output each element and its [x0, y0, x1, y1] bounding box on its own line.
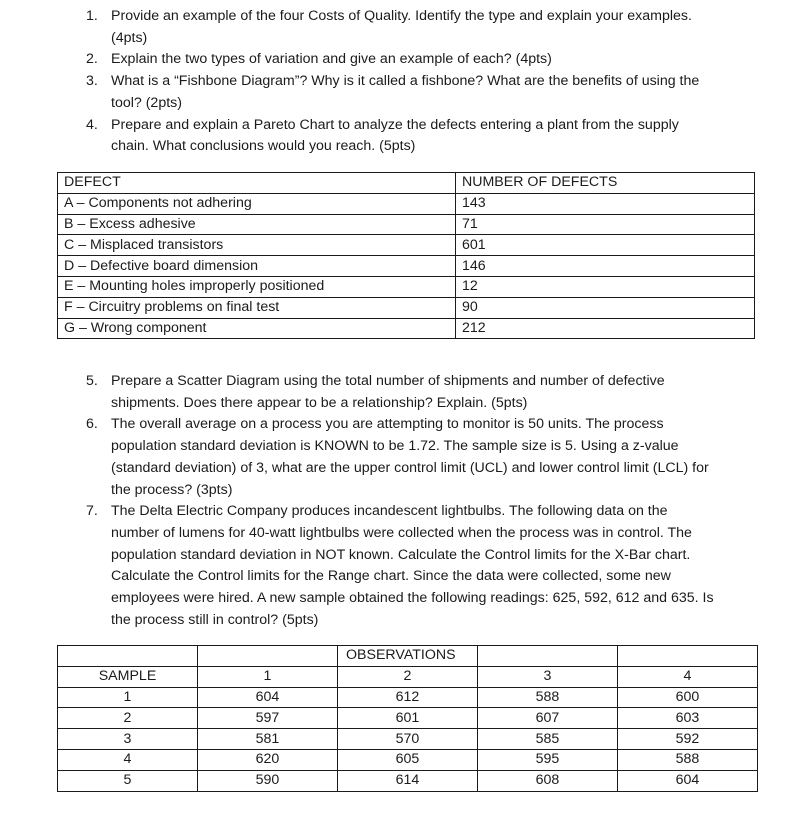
question-text-line: population standard deviation in NOT known. Calculate the Control limits for the X-Bar chart. [111, 546, 691, 563]
observation-value: 603 [618, 708, 758, 729]
observations-group-header: OBSERVATIONS [338, 646, 478, 667]
empty-cell [198, 646, 338, 667]
question-text-line: chain. What conclusions would you reach. (5pts) [111, 138, 416, 155]
observation-value: 614 [338, 770, 478, 791]
table-row [58, 729, 758, 750]
table-header-row [58, 173, 755, 194]
question-6 [0, 414, 795, 501]
question-text-line: What is a “Fishbone Diagram”? Why is it called a fishbone? What are the benefits of using the [111, 73, 700, 90]
observation-value: 588 [478, 687, 618, 708]
question-text-line: tool? (2pts) [111, 94, 182, 111]
question-number: 5. [86, 373, 98, 389]
observation-value: 605 [338, 749, 478, 770]
question-number: 2. [86, 51, 98, 68]
defect-count: 601 [456, 235, 755, 256]
observation-value: 585 [478, 729, 618, 750]
defect-name: B – Excess adhesive [58, 214, 456, 235]
question-number: 6. [86, 416, 98, 433]
sample-number: 5 [58, 770, 198, 791]
defect-count: 12 [456, 276, 755, 297]
question-number: 3. [86, 73, 98, 90]
defect-name: F – Circuitry problems on final test [58, 297, 456, 318]
table-row [58, 687, 758, 708]
observation-value: 607 [478, 708, 618, 729]
table-row [58, 214, 755, 235]
defect-count: 212 [456, 318, 755, 339]
question-text-line: Calculate the Control limits for the Range chart. Since the data were collected, some new [111, 568, 671, 585]
question-text-line: population standard deviation is KNOWN to be 1.72. The sample size is 5. Using a z-value [111, 438, 679, 455]
table-group-header-row [58, 646, 758, 667]
question-number: 4. [86, 116, 98, 133]
question-1 [0, 6, 795, 49]
observation-value: 608 [478, 770, 618, 791]
table-row [58, 749, 758, 770]
header-observation-4: 4 [618, 666, 758, 687]
question-5 [0, 371, 795, 414]
header-observation-1: 1 [198, 666, 338, 687]
question-4 [0, 115, 795, 158]
defect-name: D – Defective board dimension [58, 256, 456, 277]
header-number-of-defects: NUMBER OF DEFECTS [456, 173, 755, 194]
defect-count: 146 [456, 256, 755, 277]
defect-count: 143 [456, 193, 755, 214]
question-text-line: the process still in control? (5pts) [111, 611, 319, 628]
table-row [58, 276, 755, 297]
question-text-line: (4pts) [111, 29, 148, 46]
question-text-line: Prepare a Scatter Diagram using the total number of shipments and number of defective [111, 373, 665, 389]
question-text-line: shipments. Does there appear to be a relationship? Explain. (5pts) [111, 394, 528, 411]
observation-value: 581 [198, 729, 338, 750]
questions-list-part-2 [0, 371, 795, 631]
question-7 [0, 501, 795, 631]
defect-name: A – Components not adhering [58, 193, 456, 214]
table-row [58, 297, 755, 318]
defect-name: E – Mounting holes improperly positioned [58, 276, 456, 297]
defects-table [57, 172, 755, 339]
sample-number: 3 [58, 729, 198, 750]
question-3 [0, 71, 795, 114]
observations-table [57, 645, 758, 792]
question-2 [0, 49, 795, 71]
observation-value: 604 [618, 770, 758, 791]
empty-cell [58, 646, 198, 667]
empty-cell [478, 646, 618, 667]
table-row [58, 770, 758, 791]
table-row [58, 193, 755, 214]
table-row [58, 318, 755, 339]
observation-value: 592 [618, 729, 758, 750]
question-text-line: The overall average on a process you are attempting to monitor is 50 units. The process [111, 416, 664, 433]
defect-name: G – Wrong component [58, 318, 456, 339]
observation-value: 600 [618, 687, 758, 708]
question-text-line: number of lumens for 40-watt lightbulbs were collected when the process was in control. The [111, 524, 692, 541]
sample-number: 1 [58, 687, 198, 708]
observation-value: 601 [338, 708, 478, 729]
question-text-line: Explain the two types of variation and give an example of each? (4pts) [111, 51, 552, 68]
table-row [58, 708, 758, 729]
question-number: 1. [86, 8, 98, 24]
question-text-line: (standard deviation) of 3, what are the upper control limit (UCL) and lower control limit (LCL) for [111, 459, 709, 476]
table-row [58, 235, 755, 256]
observation-value: 620 [198, 749, 338, 770]
question-text-line: employees were hired. A new sample obtained the following readings: 625, 592, 612 and 635. Is [111, 590, 714, 607]
header-observation-2: 2 [338, 666, 478, 687]
header-sample: SAMPLE [58, 666, 198, 687]
header-observation-3: 3 [478, 666, 618, 687]
observation-value: 588 [618, 749, 758, 770]
defect-count: 71 [456, 214, 755, 235]
defect-count: 90 [456, 297, 755, 318]
empty-cell [618, 646, 758, 667]
question-text-line: Prepare and explain a Pareto Chart to analyze the defects entering a plant from the supply [111, 116, 679, 133]
table-row [58, 256, 755, 277]
sample-number: 2 [58, 708, 198, 729]
question-text-line: the process? (3pts) [111, 481, 233, 498]
observation-value: 604 [198, 687, 338, 708]
observation-value: 612 [338, 687, 478, 708]
sample-number: 4 [58, 749, 198, 770]
observation-value: 595 [478, 749, 618, 770]
questions-list-part-1 [0, 6, 795, 158]
question-text-line: The Delta Electric Company produces incandescent lightbulbs. The following data on the [111, 503, 668, 520]
defect-name: C – Misplaced transistors [58, 235, 456, 256]
question-number: 7. [86, 503, 98, 520]
observation-value: 570 [338, 729, 478, 750]
table-header-row [58, 666, 758, 687]
header-defect: DEFECT [58, 173, 456, 194]
observation-value: 590 [198, 770, 338, 791]
question-text-line: Provide an example of the four Costs of Quality. Identify the type and explain your examples. [111, 8, 692, 24]
observation-value: 597 [198, 708, 338, 729]
